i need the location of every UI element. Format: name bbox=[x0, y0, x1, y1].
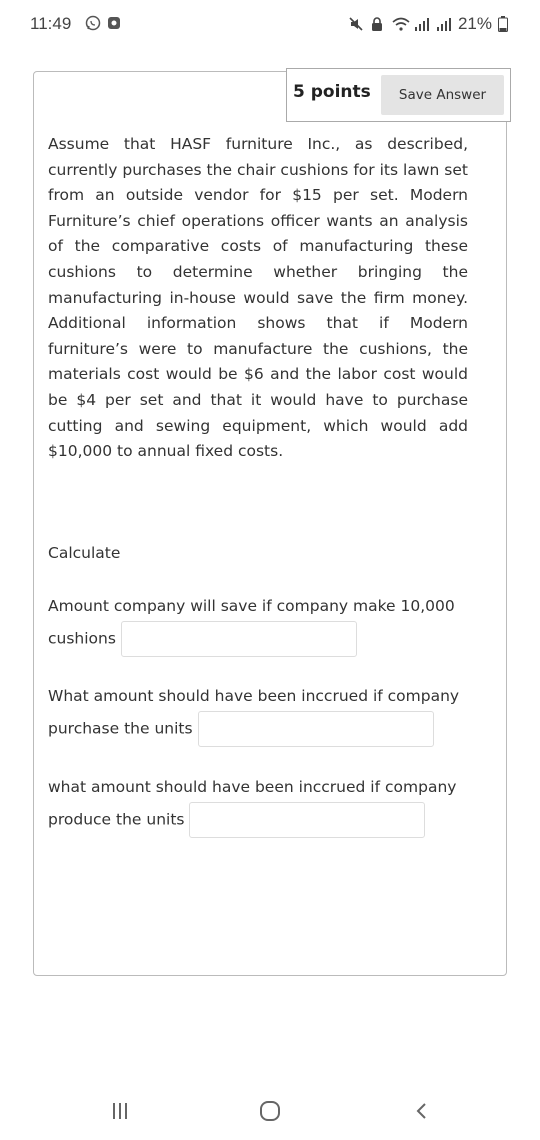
whatsapp-icon bbox=[85, 15, 101, 31]
question-item-3 bbox=[48, 772, 478, 838]
navigation-bar bbox=[0, 1078, 540, 1140]
recent-apps-icon[interactable] bbox=[100, 1096, 140, 1126]
points-header bbox=[286, 68, 511, 122]
signal-icon bbox=[414, 16, 430, 32]
notification-icon bbox=[107, 15, 123, 31]
question-text: Assume that HASF furniture Inc., as described, currently purchases the chair cushions for its lawn set from an outside vendor for $15 per set. Modern Furniture’s chief operations officer wants an analysis of the comparative costs of manufacturing these cushions to determine whether bringing the manufacturing in-house would save the firm money. Additional information shows that if Modern furniture’s were to manufacture the cushions, the materials cost would be $6 and the labor cost would be $4 per set and that it would have to purchase cutting and sewing equipment, which would add $10,000 to annual fixed costs. bbox=[48, 135, 468, 461]
question-item-1 bbox=[48, 591, 478, 657]
question-label: What amount should have been inccrued if company purchase the units bbox=[48, 687, 460, 738]
points-label: 5 points bbox=[293, 82, 371, 102]
battery-icon bbox=[498, 16, 514, 32]
lock-icon bbox=[370, 16, 386, 32]
calculate-label: Calculate bbox=[48, 544, 121, 562]
answer-input[interactable] bbox=[198, 711, 434, 747]
signal-icon bbox=[436, 16, 452, 32]
question-item-2 bbox=[48, 681, 478, 747]
home-icon[interactable] bbox=[250, 1096, 290, 1126]
answer-input[interactable] bbox=[121, 621, 357, 657]
status-bar bbox=[0, 0, 540, 50]
wifi-icon bbox=[392, 16, 408, 32]
question-label: Amount company will save if company make 10,000 cushions bbox=[48, 597, 455, 648]
mute-icon bbox=[348, 16, 364, 32]
question-label: what amount should have been inccrued if company produce the units bbox=[48, 778, 457, 829]
status-time: 11:49 bbox=[30, 14, 72, 33]
save-answer-button[interactable]: Save Answer bbox=[381, 75, 504, 115]
answer-input[interactable] bbox=[189, 802, 425, 838]
back-icon[interactable] bbox=[402, 1096, 442, 1126]
battery-percent: 21% bbox=[457, 14, 492, 33]
